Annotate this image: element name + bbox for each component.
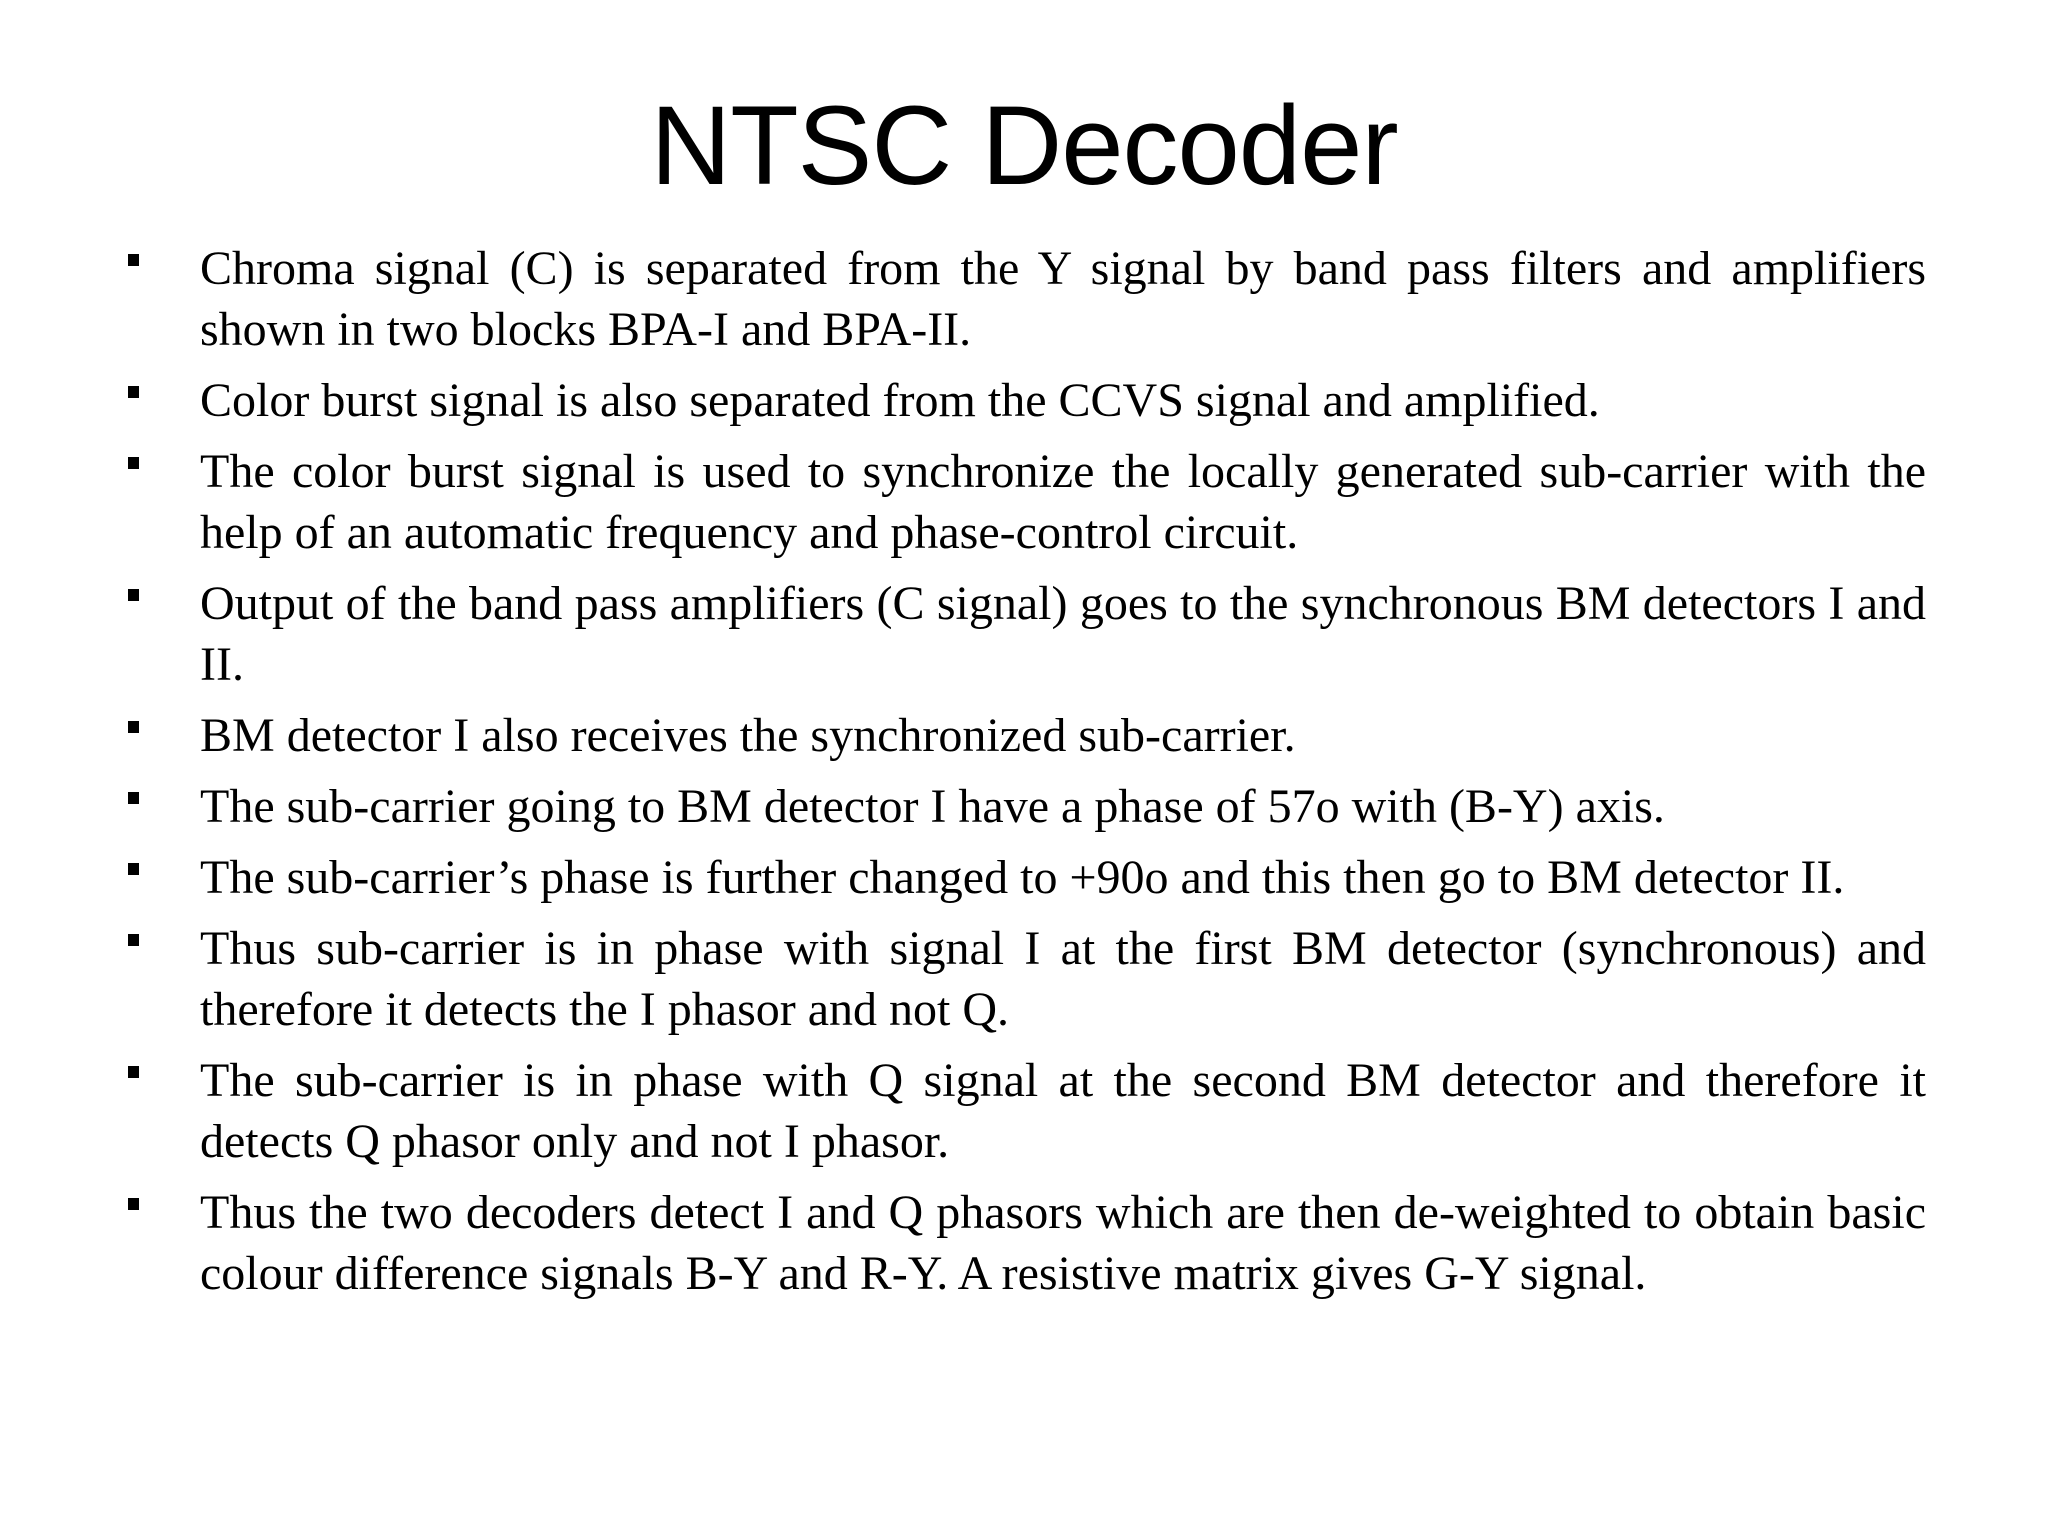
list-item [200, 370, 1926, 431]
square-bullet-icon [128, 863, 139, 875]
bullet-text: Thus sub-carrier is in phase with signal I at the first BM detector (synchronous) and therefore it detects the I phasor and not Q. [200, 922, 1926, 1036]
bullet-text: The sub-carrier is in phase with Q signal at the second BM detector and therefore it detects Q phasor only and not I phasor. [200, 1054, 1926, 1168]
bullet-text: Output of the band pass amplifiers (C signal) goes to the synchronous BM detectors I and II. [200, 577, 1926, 691]
square-bullet-icon [128, 589, 139, 601]
bullet-text: Color burst signal is also separated from the CCVS signal and amplified. [200, 374, 1600, 427]
list-item [200, 776, 1926, 837]
slide-title: NTSC Decoder [650, 83, 1398, 208]
bullet-text: The color burst signal is used to synchronize the locally generated sub-carrier with the help of an automatic frequency and phase-control circuit. [200, 445, 1926, 559]
bullet-text: The sub-carrier going to BM detector I have a phase of 57o with (B-Y) axis. [200, 780, 1665, 833]
square-bullet-icon [128, 457, 139, 469]
square-bullet-icon [128, 254, 139, 266]
square-bullet-icon [128, 934, 139, 946]
square-bullet-icon [128, 721, 139, 733]
bullet-text: Chroma signal (C) is separated from the Y signal by band pass filters and amplifiers shown in two blocks BPA-I and BPA-II. [200, 242, 1926, 356]
list-item [200, 1050, 1926, 1172]
square-bullet-icon [128, 1066, 139, 1078]
list-item [200, 847, 1926, 908]
square-bullet-icon [128, 1198, 139, 1210]
bullet-text: BM detector I also receives the synchronized sub-carrier. [200, 709, 1296, 762]
list-item [200, 441, 1926, 563]
bullet-text: Thus the two decoders detect I and Q phasors which are then de-weighted to obtain basic colour difference signals B-Y and R-Y. A resistive matrix gives G-Y signal. [200, 1186, 1926, 1300]
bullet-text: The sub-carrier’s phase is further changed to +90o and this then go to BM detector II. [200, 851, 1845, 904]
square-bullet-icon [128, 792, 139, 804]
list-item [200, 1182, 1926, 1304]
list-item [200, 705, 1926, 766]
list-item [200, 573, 1926, 695]
list-item [200, 918, 1926, 1040]
list-item [200, 238, 1926, 360]
bullet-list [0, 238, 2048, 1314]
square-bullet-icon [128, 386, 139, 398]
